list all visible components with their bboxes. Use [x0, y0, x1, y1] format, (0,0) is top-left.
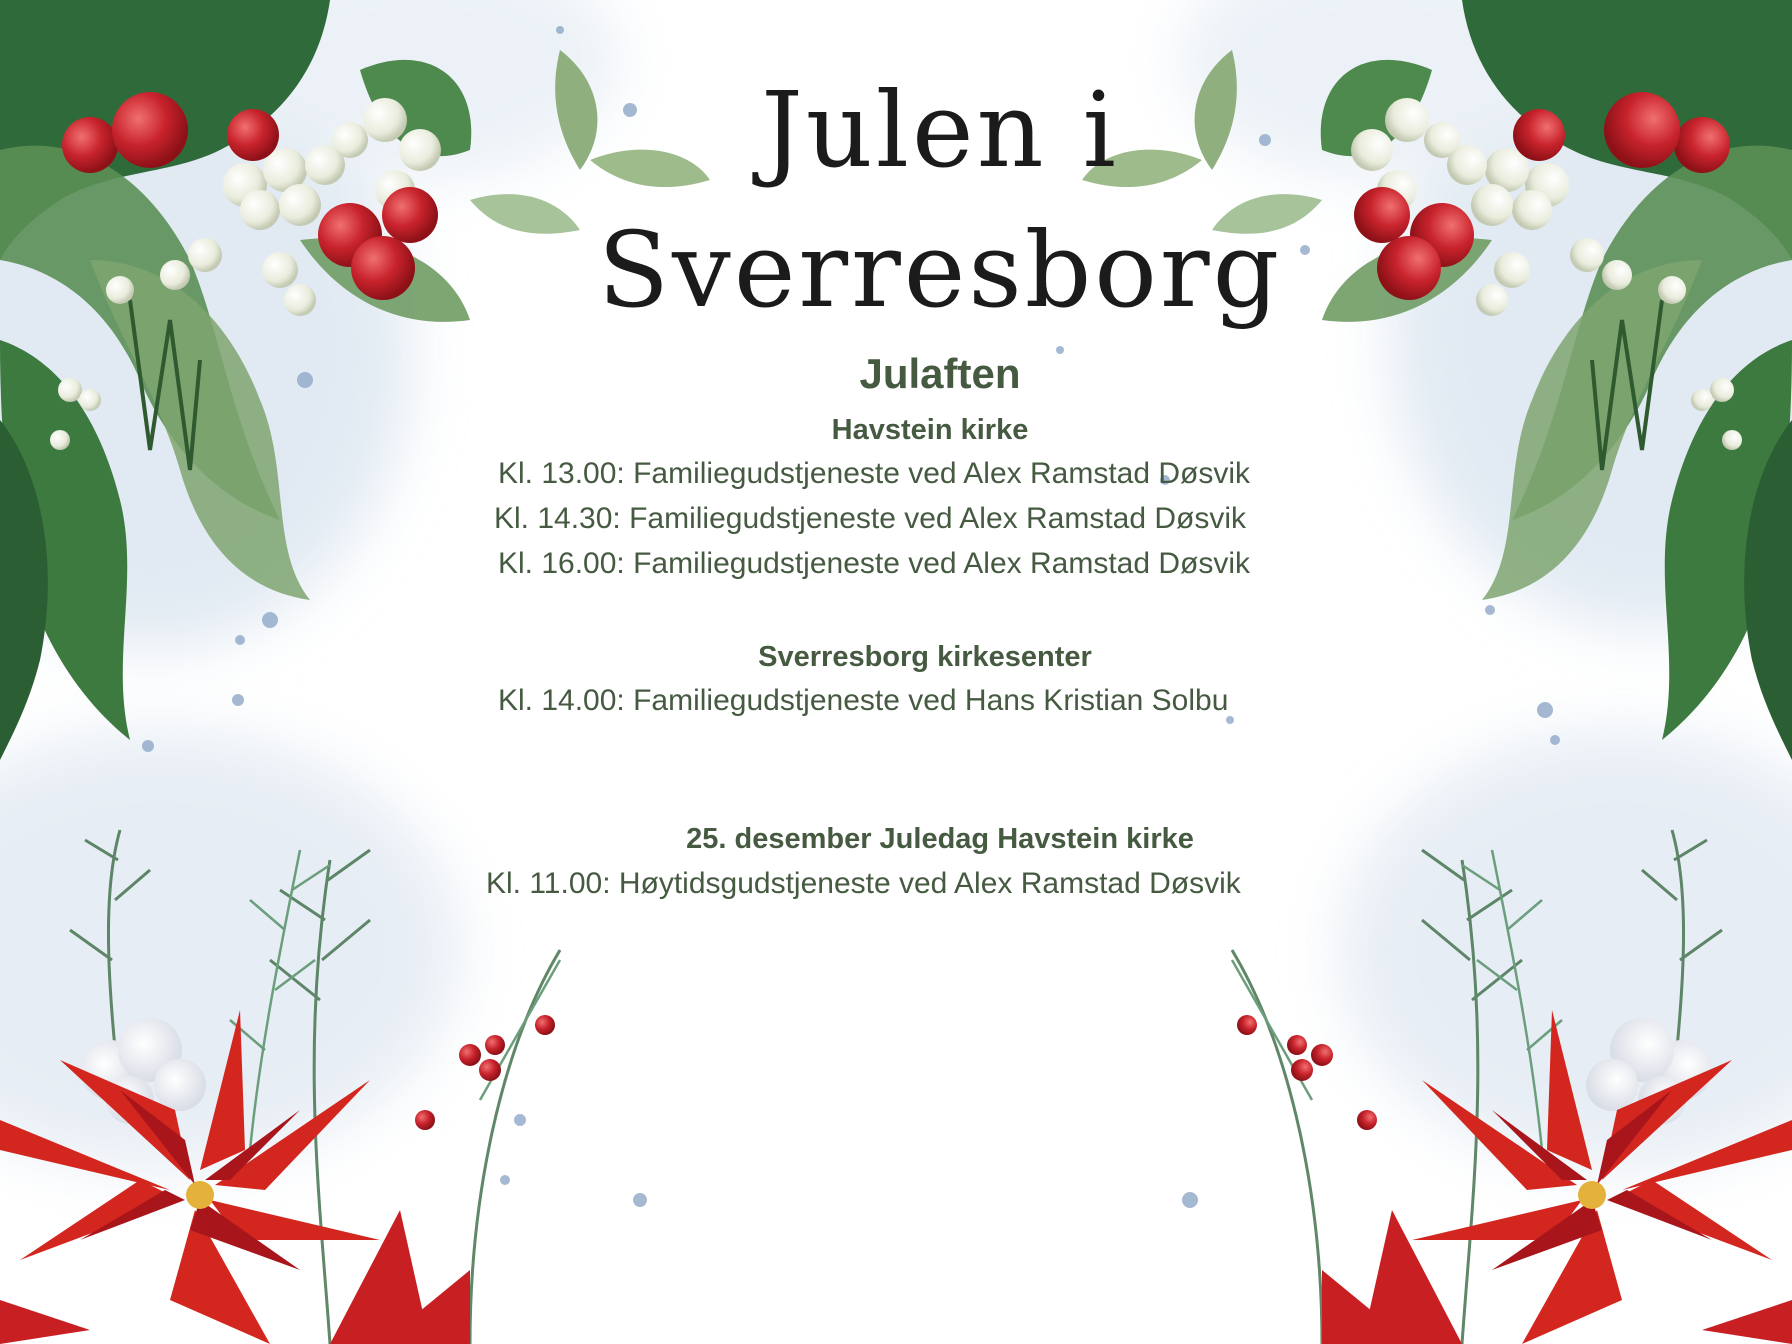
- service-line: Kl. 14.30: Familiegudstjeneste ved Alex Ramstad Døsvik: [494, 502, 1247, 535]
- service-line: Kl. 11.00: Høytidsgudstjeneste ved Alex Ramstad Døsvik: [486, 867, 1241, 900]
- title-line-2: Sverresborg: [597, 209, 1283, 331]
- juledag-heading: 25. desember Juledag Havstein kirke: [686, 823, 1194, 855]
- venue-heading-sverresborg: Sverresborg kirkesenter: [758, 641, 1092, 673]
- section-heading-julaften: Julaften: [859, 350, 1021, 397]
- service-line: Kl. 14.00: Familiegudstjeneste ved Hans Kristian Solbu: [498, 684, 1229, 717]
- title-line-1: Julen i: [761, 69, 1119, 191]
- service-line: Kl. 16.00: Familiegudstjeneste ved Alex Ramstad Døsvik: [498, 547, 1251, 580]
- service-line: Kl. 13.00: Familiegudstjeneste ved Alex Ramstad Døsvik: [498, 457, 1251, 490]
- venue-heading-havstein: Havstein kirke: [831, 414, 1029, 446]
